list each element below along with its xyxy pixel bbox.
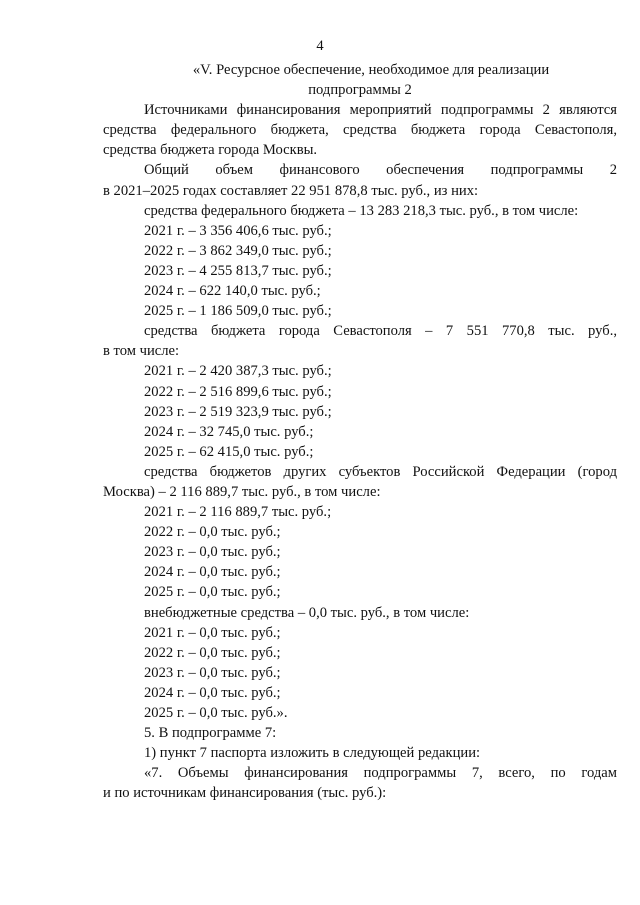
moscow-year-2022: 2022 г. – 0,0 тыс. руб.; — [144, 524, 281, 541]
federal-year-2022: 2022 г. – 3 862 349,0 тыс. руб.; — [144, 242, 332, 259]
total-paragraph-line-2: в 2021–2025 годах составляет 22 951 878,8 тыс. руб., из них: — [103, 182, 479, 199]
sources-paragraph-line-3: средства бюджета города Москвы. — [103, 142, 318, 159]
federal-year-2025: 2025 г. – 1 186 509,0 тыс. руб.; — [144, 303, 332, 320]
section-heading-line-1: «V. Ресурсное обеспечение, необходимое для реализации — [192, 62, 550, 78]
document-body — [103, 60, 617, 803]
sources-paragraph-line-2: средства федерального бюджета, средства бюджета города Севастополя, — [103, 122, 617, 139]
moscow-year-2023: 2023 г. – 0,0 тыс. руб.; — [144, 544, 281, 561]
sevastopol-budget-intro-line-2: в том числе: — [103, 343, 180, 360]
item-7-paragraph-line-2: и по источникам финансирования (тыс. руб.): — [103, 785, 387, 802]
sevastopol-year-2022: 2022 г. – 2 516 899,6 тыс. руб.; — [144, 383, 332, 400]
extrabudget-year-2023: 2023 г. – 0,0 тыс. руб.; — [144, 664, 281, 681]
sevastopol-year-2023: 2023 г. – 2 519 323,9 тыс. руб.; — [144, 403, 332, 420]
sevastopol-year-2025: 2025 г. – 62 415,0 тыс. руб.; — [144, 443, 314, 460]
item-5-heading: 5. В подпрограмме 7: — [144, 725, 277, 742]
extrabudget-year-2024: 2024 г. – 0,0 тыс. руб.; — [144, 684, 281, 701]
federal-year-2023: 2023 г. – 4 255 813,7 тыс. руб.; — [144, 262, 332, 279]
sevastopol-year-2024: 2024 г. – 32 745,0 тыс. руб.; — [144, 423, 314, 440]
extrabudget-year-2021: 2021 г. – 0,0 тыс. руб.; — [144, 624, 281, 641]
page-number: 4 — [316, 38, 324, 54]
moscow-year-2025: 2025 г. – 0,0 тыс. руб.; — [144, 584, 281, 601]
moscow-year-2024: 2024 г. – 0,0 тыс. руб.; — [144, 564, 281, 581]
item-5-subitem-1: 1) пункт 7 паспорта изложить в следующей редакции: — [144, 745, 481, 762]
extrabudget-year-2025: 2025 г. – 0,0 тыс. руб.». — [144, 705, 288, 721]
sevastopol-year-2021: 2021 г. – 2 420 387,3 тыс. руб.; — [144, 363, 332, 380]
moscow-budget-intro-line-2: Москва) – 2 116 889,7 тыс. руб., в том числе: — [103, 483, 381, 500]
item-7-paragraph-line-1: «7. Объемы финансирования подпрограммы 7, всего, по годам — [144, 765, 617, 782]
extrabudget-year-2022: 2022 г. – 0,0 тыс. руб.; — [144, 644, 281, 661]
federal-year-2021: 2021 г. – 3 356 406,6 тыс. руб.; — [144, 222, 332, 239]
federal-budget-intro: средства федерального бюджета – 13 283 218,3 тыс. руб., в том числе: — [144, 202, 579, 219]
federal-year-2024: 2024 г. – 622 140,0 тыс. руб.; — [144, 283, 321, 300]
sevastopol-budget-intro-line-1: средства бюджета города Севастополя – 7 551 770,8 тыс. руб., — [144, 323, 617, 340]
total-paragraph-line-1: Общий объем финансового обеспечения подпрограммы 2 — [144, 162, 617, 179]
extrabudget-intro: внебюджетные средства – 0,0 тыс. руб., в том числе: — [144, 604, 470, 621]
section-heading-line-2: подпрограммы 2 — [308, 82, 412, 99]
sources-paragraph-line-1: Источниками финансирования мероприятий подпрограммы 2 являются — [144, 102, 617, 119]
moscow-year-2021: 2021 г. – 2 116 889,7 тыс. руб.; — [144, 504, 332, 521]
moscow-budget-intro-line-1: средства бюджетов других субъектов Российской Федерации (город — [144, 463, 617, 480]
